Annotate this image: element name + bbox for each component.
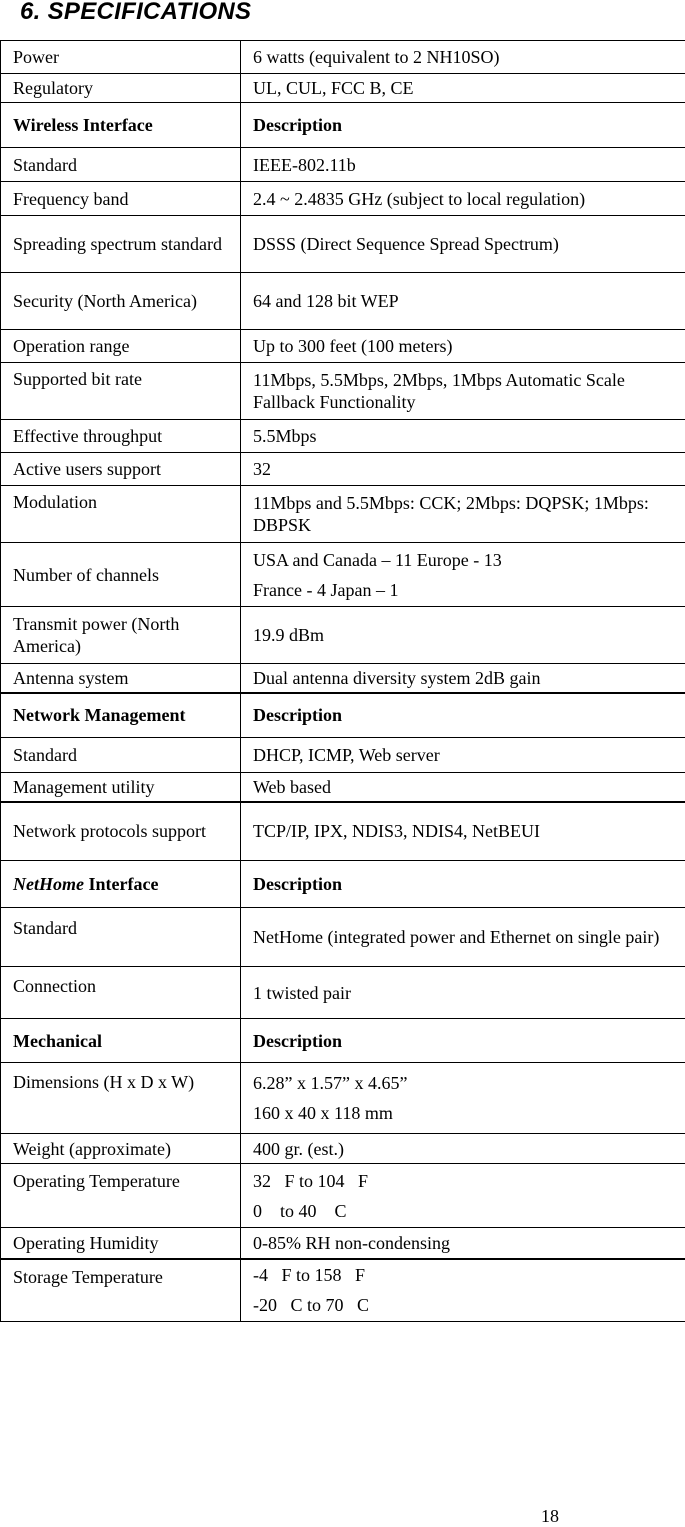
spec-label: Frequency band [1,182,241,216]
table-row [1,1134,685,1164]
spec-value: 32 [241,453,685,486]
table-row [1,607,685,664]
spec-label: Dimensions (H x D x W) [1,1063,241,1134]
table-row [1,543,685,607]
table-row [1,967,685,1019]
table-row [1,148,685,182]
spec-label: Regulatory [1,74,241,103]
table-row [1,486,685,543]
section-title: Wireless Interface [1,103,241,148]
table-row [1,773,685,802]
table-row [1,363,685,420]
table-row [1,41,685,74]
table-row [1,273,685,330]
spec-value: 6 watts (equivalent to 2 NH10SO) [241,41,685,74]
spec-value: 5.5Mbps [241,420,685,453]
spec-value: UL, CUL, FCC B, CE [241,74,685,103]
table-row [1,216,685,273]
table-row [1,420,685,453]
spec-value-line-2: 0 to 40 C [253,1200,679,1222]
spec-label: Operating Temperature [1,1164,241,1228]
spec-label: Standard [1,738,241,773]
section-header-row [1,103,685,148]
spec-value-multiline [241,1259,685,1322]
spec-value: DHCP, ICMP, Web server [241,738,685,773]
spec-value: 64 and 128 bit WEP [241,273,685,330]
spec-value: Up to 300 feet (100 meters) [241,330,685,363]
spec-value: 2.4 ~ 2.4835 GHz (subject to local regulation) [241,182,685,216]
spec-value-line-2: -20 C to 70 C [253,1294,679,1316]
spec-value-line-1: -4 F to 158 F [253,1265,365,1285]
spec-value: TCP/IP, IPX, NDIS3, NDIS4, NetBEUI [241,802,685,861]
section-description-header: Description [241,1019,685,1063]
nethome-brand: NetHome [13,874,84,894]
spec-value: IEEE-802.11b [241,148,685,182]
spec-label: Management utility [1,773,241,802]
table-row [1,74,685,103]
section-description-header: Description [241,693,685,738]
table-row [1,330,685,363]
spec-label: Number of channels [1,543,241,607]
spec-value: Web based [241,773,685,802]
table-row [1,664,685,693]
spec-value: 1 twisted pair [241,967,685,1019]
spec-value: DSSS (Direct Sequence Spread Spectrum) [241,216,685,273]
spec-value: 11Mbps and 5.5Mbps: CCK; 2Mbps: DQPSK; 1Mbps: DBPSK [241,486,685,543]
spec-value: 19.9 dBm [241,607,685,664]
spec-label: Effective throughput [1,420,241,453]
spec-label: Weight (approximate) [1,1134,241,1164]
section-title [1,861,241,908]
spec-label: Operating Humidity [1,1228,241,1259]
table-row [1,1259,685,1322]
spec-value: NetHome (integrated power and Ethernet on single pair) [241,908,685,967]
section-description-header: Description [241,103,685,148]
spec-value: 400 gr. (est.) [241,1134,685,1164]
spec-value-line-2: 160 x 40 x 118 mm [253,1102,679,1124]
spec-label: Power [1,41,241,74]
spec-label: Security (North America) [1,273,241,330]
table-row [1,908,685,967]
spec-label: Standard [1,148,241,182]
section-title-suffix: Interface [84,874,158,894]
spec-value-line-1: 32 F to 104 F [253,1171,368,1191]
spec-label: Active users support [1,453,241,486]
spec-value-line-1: 6.28” x 1.57” x 4.65” [253,1073,407,1093]
section-title: Mechanical [1,1019,241,1063]
section-header-row [1,861,685,908]
spec-label: Supported bit rate [1,363,241,420]
spec-label: Modulation [1,486,241,543]
page-number: 18 [541,1505,559,1527]
spec-label: Transmit power (North America) [1,607,241,664]
spec-value-multiline [241,1164,685,1228]
section-heading: 6. SPECIFICATIONS [20,0,251,27]
table-row [1,182,685,216]
table-row [1,1164,685,1228]
spec-label: Storage Temperature [1,1259,241,1322]
spec-label: Operation range [1,330,241,363]
spec-label: Network protocols support [1,802,241,861]
spec-value-multiline [241,543,685,607]
table-row [1,1228,685,1259]
spec-value-line-2: France - 4 Japan – 1 [253,579,679,601]
spec-value-multiline [241,1063,685,1134]
table-row [1,802,685,861]
spec-label: Antenna system [1,664,241,693]
section-title: Network Management [1,693,241,738]
spec-value-line-1: USA and Canada – 11 Europe - 13 [253,550,502,570]
section-description-header: Description [241,861,685,908]
table-row [1,738,685,773]
spec-value: 0-85% RH non-condensing [241,1228,685,1259]
spec-label: Standard [1,908,241,967]
spec-label: Connection [1,967,241,1019]
section-header-row [1,693,685,738]
section-header-row [1,1019,685,1063]
specifications-table [0,40,685,1322]
spec-label: Spreading spectrum standard [1,216,241,273]
spec-value: 11Mbps, 5.5Mbps, 2Mbps, 1Mbps Automatic Scale Fallback Functionality [241,363,685,420]
table-row [1,1063,685,1134]
spec-value: Dual antenna diversity system 2dB gain [241,664,685,693]
table-row [1,453,685,486]
